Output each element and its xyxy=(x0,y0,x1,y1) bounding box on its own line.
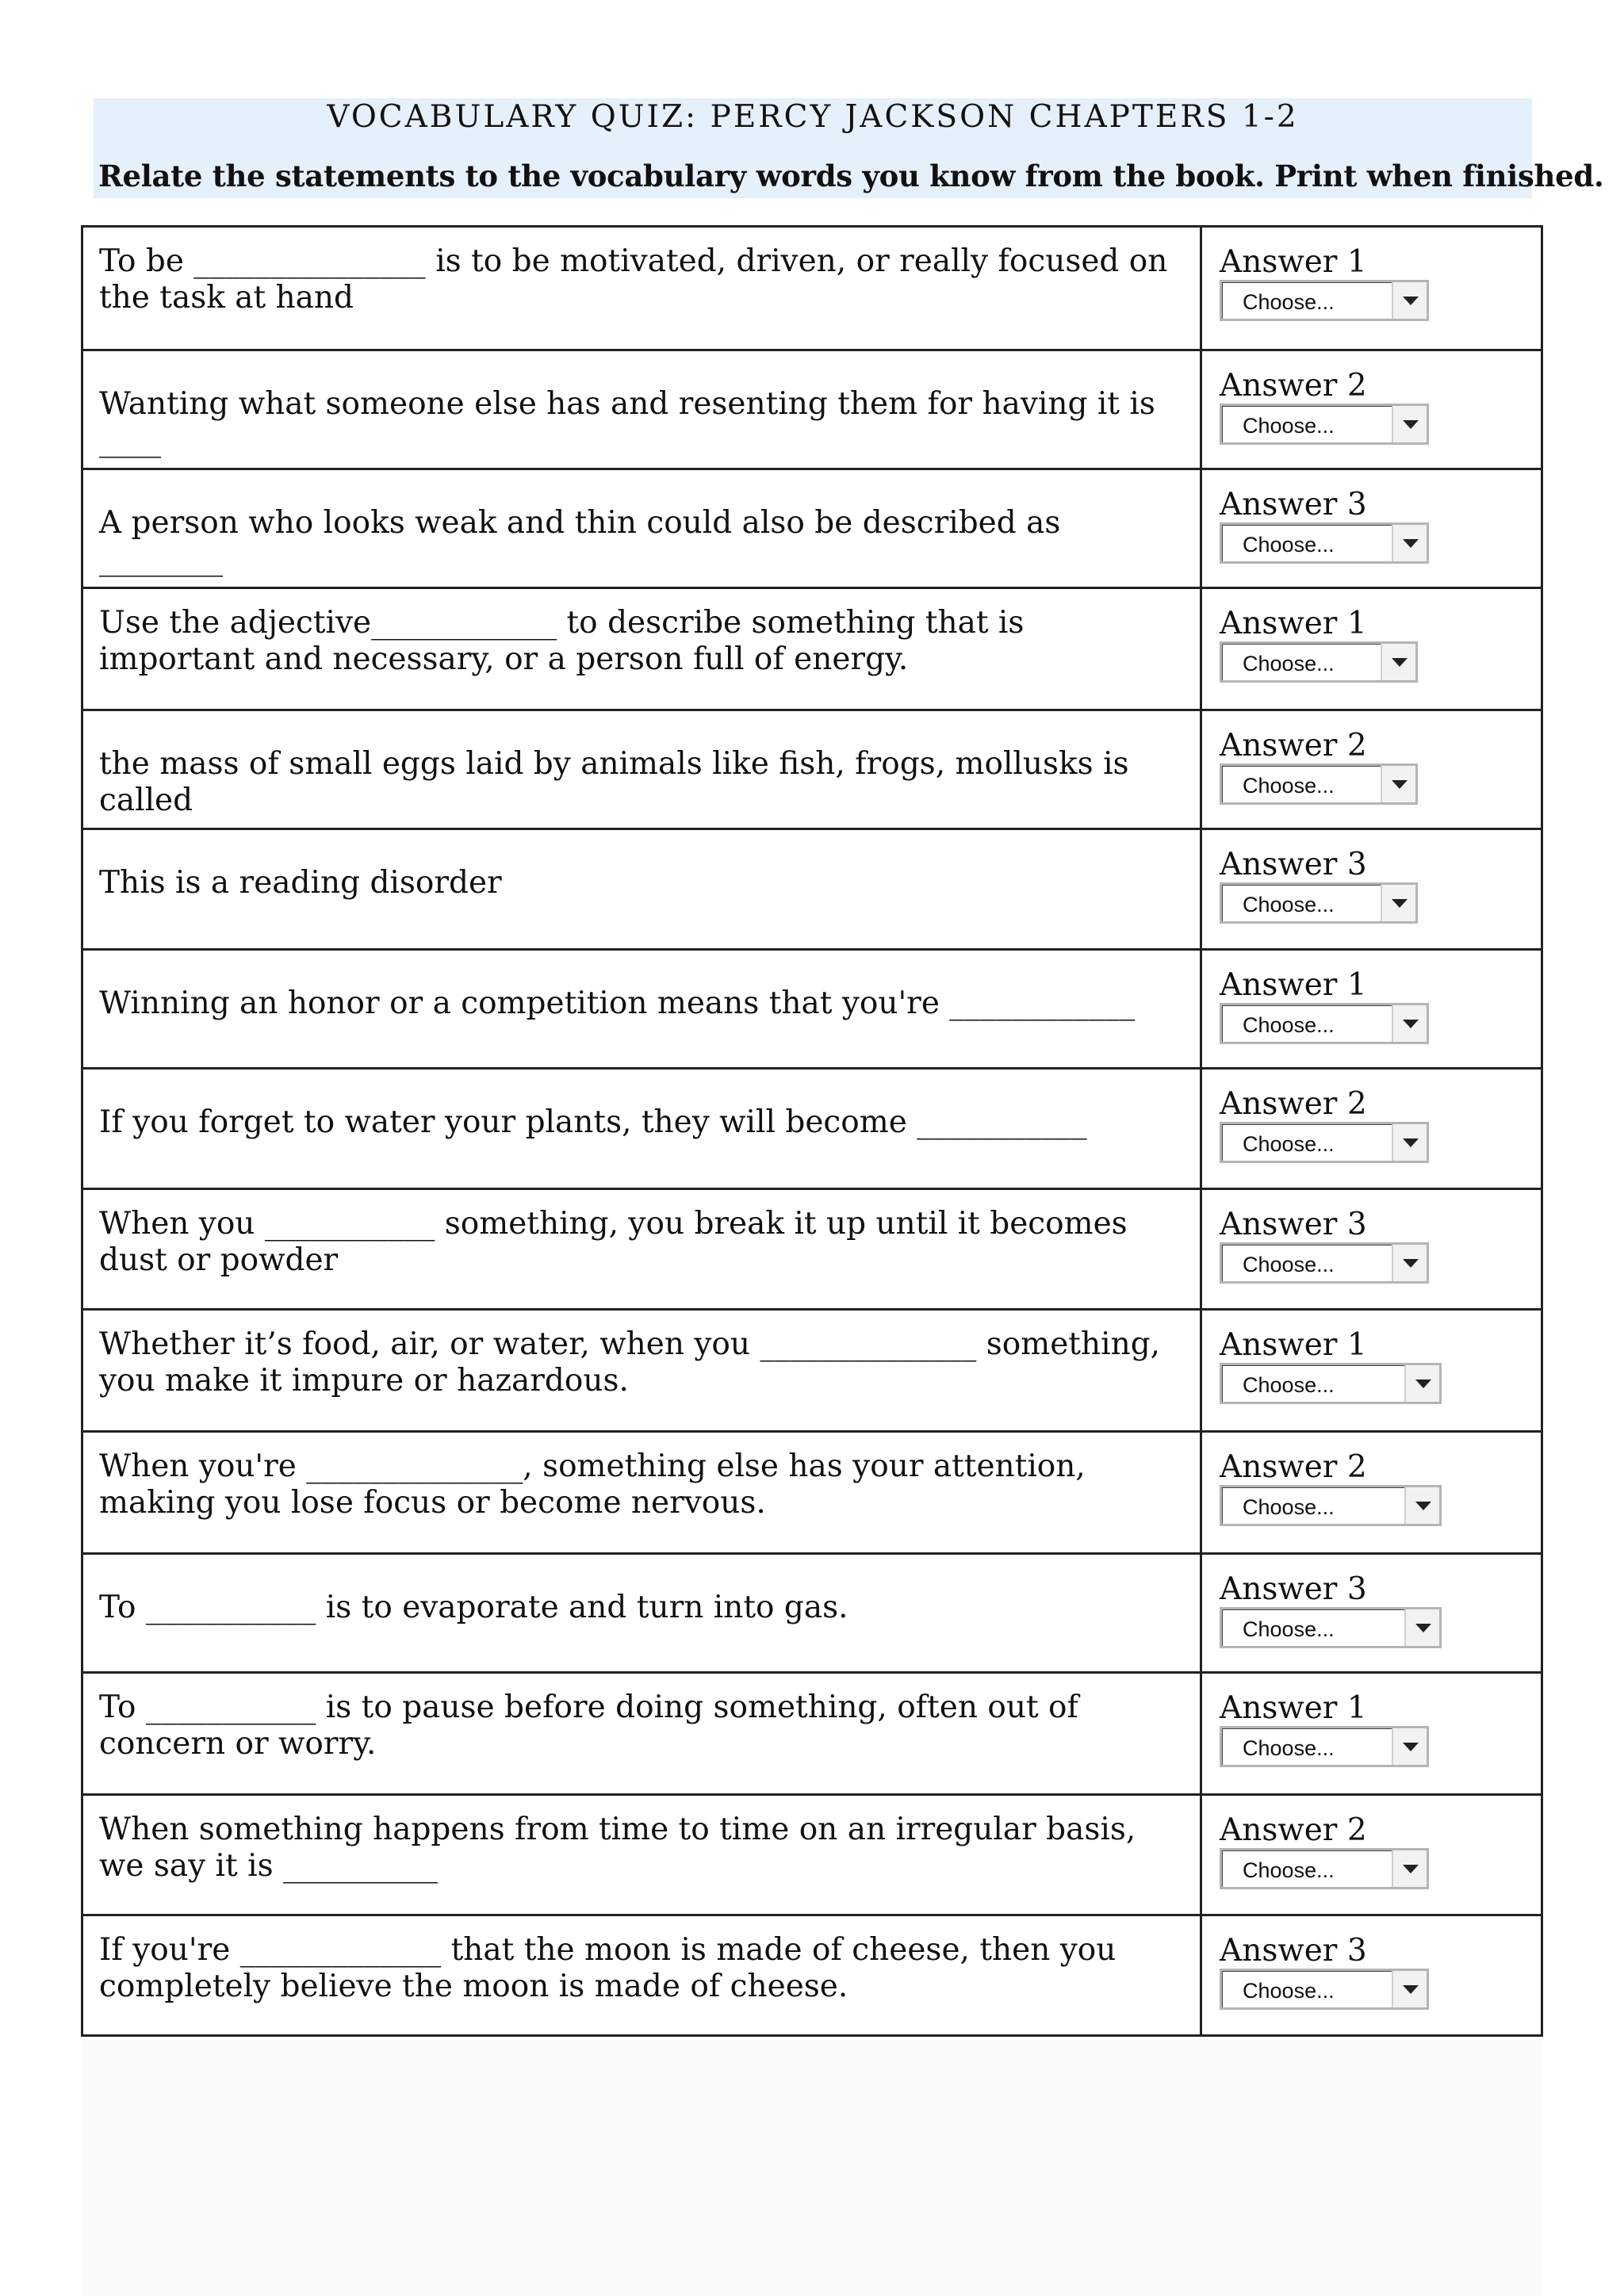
chevron-down-icon[interactable] xyxy=(1392,1850,1427,1887)
question-text: This is a reading disorder xyxy=(99,865,502,901)
answer-label: Answer 3 xyxy=(1220,847,1367,882)
question-text: When you ___________ something, you break it up until it becomes dust or powder xyxy=(99,1206,1128,1278)
answer-label: Answer 3 xyxy=(1220,1207,1367,1242)
chevron-down-icon[interactable] xyxy=(1392,1728,1427,1765)
page-background xyxy=(81,2039,1543,2296)
answer-select[interactable] xyxy=(1220,641,1418,683)
answer-select[interactable] xyxy=(1220,1607,1442,1648)
question-row xyxy=(82,588,1542,710)
select-value: Choose... xyxy=(1243,1373,1335,1397)
answer-select[interactable] xyxy=(1220,763,1418,805)
question-text: Whether it’s food, air, or water, when you ______________ something, you make it impure or hazardous. xyxy=(99,1326,1161,1399)
answer-label: Answer 1 xyxy=(1220,244,1367,280)
answer-select[interactable] xyxy=(1220,404,1429,445)
question-row xyxy=(82,227,1542,350)
answer-label: Answer 2 xyxy=(1220,368,1367,404)
chevron-down-icon[interactable] xyxy=(1392,1245,1427,1281)
quiz-header xyxy=(94,98,1604,198)
question-text: Winning an honor or a competition means that you're ____________ xyxy=(99,985,1136,1021)
question-text: Use the adjective____________ to describe something that is important and necessary, or a person full of energy. xyxy=(99,605,1025,677)
question-row xyxy=(82,1069,1542,1189)
answer-label: Answer 3 xyxy=(1220,1933,1367,1969)
answer-label: Answer 1 xyxy=(1220,967,1367,1003)
question-text: To ___________ is to evaporate and turn into gas. xyxy=(99,1590,848,1625)
answer-label: Answer 2 xyxy=(1220,728,1367,763)
select-value: Choose... xyxy=(1243,414,1335,438)
chevron-down-icon[interactable] xyxy=(1392,1124,1427,1161)
answer-label: Answer 1 xyxy=(1220,1690,1367,1726)
quiz-table xyxy=(81,225,1543,2037)
answer-select[interactable] xyxy=(1220,1363,1442,1404)
chevron-down-icon[interactable] xyxy=(1392,282,1427,319)
question-text: Wanting what someone else has and resenting them for having it is ____ xyxy=(99,386,1155,458)
answer-select[interactable] xyxy=(1220,280,1429,321)
chevron-down-icon[interactable] xyxy=(1381,885,1415,921)
question-row xyxy=(82,1432,1542,1554)
answer-select[interactable] xyxy=(1220,1242,1429,1284)
page-title: VOCABULARY QUIZ: PERCY JACKSON CHAPTERS 1-2 xyxy=(327,99,1299,135)
select-value: Choose... xyxy=(1243,1495,1335,1519)
question-text: If you forget to water your plants, they will become ___________ xyxy=(99,1104,1087,1140)
select-value: Choose... xyxy=(1243,1617,1335,1641)
chevron-down-icon[interactable] xyxy=(1392,406,1427,442)
answer-label: Answer 3 xyxy=(1220,1571,1367,1607)
answer-select[interactable] xyxy=(1220,882,1418,924)
question-row xyxy=(82,1673,1542,1795)
select-value: Choose... xyxy=(1243,652,1335,675)
question-text: If you're _____________ that the moon is made of cheese, then you completely believe the moon is made of cheese. xyxy=(99,1932,1116,2004)
question-row xyxy=(82,1795,1542,1915)
question-row xyxy=(82,1554,1542,1673)
select-value: Choose... xyxy=(1243,774,1335,798)
answer-label: Answer 1 xyxy=(1220,606,1367,641)
select-value: Choose... xyxy=(1243,290,1335,314)
question-text: To ___________ is to pause before doing something, often out of concern or worry. xyxy=(99,1689,1078,1762)
question-row xyxy=(82,710,1542,829)
select-value: Choose... xyxy=(1243,1858,1335,1882)
select-value: Choose... xyxy=(1243,1013,1335,1037)
chevron-down-icon[interactable] xyxy=(1392,525,1427,561)
chevron-down-icon[interactable] xyxy=(1392,1005,1427,1042)
answer-label: Answer 2 xyxy=(1220,1086,1367,1122)
answer-select[interactable] xyxy=(1220,1122,1429,1163)
select-value: Choose... xyxy=(1243,1736,1335,1760)
chevron-down-icon[interactable] xyxy=(1392,1971,1427,2007)
question-text: To be _______________ is to be motivated, driven, or really focused on the task at hand xyxy=(99,243,1168,316)
question-row xyxy=(82,1915,1542,2036)
answer-select[interactable] xyxy=(1220,1485,1442,1526)
select-value: Choose... xyxy=(1243,1253,1335,1276)
chevron-down-icon[interactable] xyxy=(1404,1487,1439,1524)
chevron-down-icon[interactable] xyxy=(1381,766,1415,802)
question-row xyxy=(82,1189,1542,1310)
answer-select[interactable] xyxy=(1220,1969,1429,2010)
question-text: When you're ______________, something else has your attention, making you lose focus or become nervous. xyxy=(99,1448,1086,1521)
answer-label: Answer 2 xyxy=(1220,1449,1367,1485)
answer-label: Answer 2 xyxy=(1220,1812,1367,1848)
answer-select[interactable] xyxy=(1220,522,1429,564)
chevron-down-icon[interactable] xyxy=(1381,644,1415,680)
question-row xyxy=(82,829,1542,950)
select-value: Choose... xyxy=(1243,893,1335,916)
question-row xyxy=(82,350,1542,469)
question-text: When something happens from time to time on an irregular basis, we say it is __________ xyxy=(99,1812,1136,1884)
select-value: Choose... xyxy=(1243,533,1335,557)
question-text: the mass of small eggs laid by animals like fish, frogs, mollusks is called xyxy=(99,746,1129,818)
answer-label: Answer 3 xyxy=(1220,487,1367,522)
answer-select[interactable] xyxy=(1220,1003,1429,1044)
chevron-down-icon[interactable] xyxy=(1404,1609,1439,1646)
answer-select[interactable] xyxy=(1220,1848,1429,1889)
answer-label: Answer 1 xyxy=(1220,1327,1367,1363)
answer-select[interactable] xyxy=(1220,1726,1429,1767)
chevron-down-icon[interactable] xyxy=(1404,1365,1439,1402)
question-row xyxy=(82,950,1542,1069)
select-value: Choose... xyxy=(1243,1979,1335,2003)
select-value: Choose... xyxy=(1243,1132,1335,1156)
question-row xyxy=(82,469,1542,588)
question-row xyxy=(82,1310,1542,1432)
question-text: A person who looks weak and thin could also be described as ________ xyxy=(99,505,1061,577)
instructions: Relate the statements to the vocabulary words you know from the book. Print when finished. xyxy=(98,159,1604,193)
